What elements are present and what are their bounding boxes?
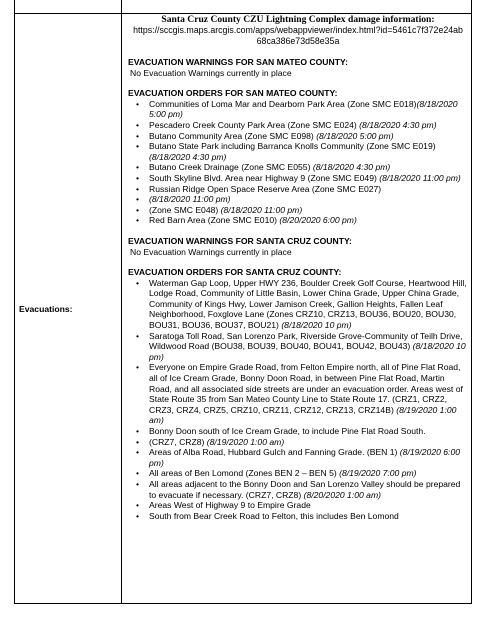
list-item-text: Butano Creek Drainage (Zone SMC E055) bbox=[149, 162, 313, 173]
list-item bbox=[128, 362, 468, 426]
list-item bbox=[128, 511, 468, 522]
list-item-text: Butano State Park including Barranca Knolls Community (Zone SMC E019) bbox=[149, 141, 436, 152]
list-item-text: Everyone on Empire Grade Road, from Felton Empire north, all of Pine Flat Road, all of Ice Cream Grade, Bonny Doon Road, in between Pine Flat Road, Martin Road, and all associated side streets are under an evacuation order. Areas west of State Route 35 from San Mateo County Line to State Route 17. (CRZ1, CRZ2, CRZ3, CRZ4, CRZ5, CRZ10, CRZ11, CRZ12, CRZ13, CRZ14B) bbox=[149, 362, 463, 415]
list-item-date: (8/18/2020 11:00 pm) bbox=[379, 172, 461, 183]
list-item bbox=[128, 426, 468, 437]
sections bbox=[128, 57, 468, 521]
list-item-date: (8/18/2020 11:00 pm) bbox=[149, 194, 231, 205]
list-item-date: (8/19/2020 1:00 am) bbox=[149, 404, 457, 426]
list-item-date: (8/18/2020 11:00 pm) bbox=[220, 204, 303, 215]
list-item-date: (8/18/2020 5:00 pm) bbox=[149, 98, 458, 120]
section-heading: EVACUATION ORDERS FOR SAN MATEO COUNTY: bbox=[128, 88, 338, 99]
list-item-date: (8/18/2020 10 pm) bbox=[281, 320, 352, 331]
list-item-date: (8/18/2020 4:30 pm) bbox=[312, 162, 391, 173]
list-item-text: (Zone SMC E048) bbox=[149, 204, 221, 215]
list-item bbox=[128, 162, 468, 173]
list-item-text: Areas West of Highway 9 to Empire Grade bbox=[149, 500, 311, 511]
list-item-text: All areas of Ben Lomond (Zones BEN 2 – BEN 5) bbox=[149, 468, 340, 479]
list-item-text: South from Bear Creek Road to Felton, this includes Ben Lomond bbox=[149, 510, 399, 521]
list-item bbox=[128, 141, 468, 162]
list-item-date: (8/19/2020 1:00 am) bbox=[206, 436, 285, 447]
page-title: Santa Cruz County CZU Lightning Complex damage information: bbox=[161, 14, 435, 25]
list-item-text: Butano Community Area (Zone SMC E098) bbox=[149, 130, 317, 141]
list-item bbox=[128, 184, 468, 195]
list-item-date: (8/19/2020 6:00 pm) bbox=[149, 447, 461, 468]
list-item bbox=[128, 99, 468, 120]
list-item bbox=[128, 194, 468, 205]
list-item-text: Pescadero Creek County Park Area (Zone SMC E024) bbox=[149, 119, 360, 130]
list-item bbox=[128, 500, 468, 511]
list-item-date: (8/18/2020 5:00 pm) bbox=[316, 130, 394, 141]
list-item bbox=[128, 479, 468, 500]
list-item bbox=[128, 205, 468, 216]
table-column-divider bbox=[121, 0, 122, 604]
section-heading: EVACUATION WARNINGS FOR SAN MATEO COUNTY: bbox=[128, 57, 348, 67]
list-item bbox=[128, 331, 468, 363]
list-item-date: (8/18/2020 4:30 pm) bbox=[149, 151, 227, 162]
list-item bbox=[128, 215, 468, 226]
list-item-text: Russian Ridge Open Space Reserve Area (Zone SMC E027) bbox=[149, 183, 382, 194]
damage-info-link[interactable]: https://sccgis.maps.arcgis.com/apps/webappviewer/index.html?id=5461c7f372e24ab 68ca386e73d58e35a bbox=[133, 25, 463, 46]
list-item-text: Saratoga Toll Road, San Lorenzo Park, Riverside Grove-Community of Teilh Drive, Wildwood Road (BOU38, BOU39, BOU40, BOU41, BOU42, BOU43) bbox=[149, 330, 463, 352]
list-item-text: Communities of Loma Mar and Dearborn Park Area (Zone SMC E018) bbox=[149, 98, 417, 109]
table-border-bottom bbox=[14, 603, 472, 604]
list-item-text: Areas of Alba Road, Hubbard Gulch and Fanning Grade. (BEN 1) bbox=[149, 447, 400, 458]
list-item-date: (8/19/2020 7:00 pm) bbox=[339, 468, 417, 479]
list-item-date: (8/20/2020 6:00 pm) bbox=[279, 215, 357, 226]
evacuation-list bbox=[128, 278, 468, 522]
list-item-text: All areas adjacent to the Bonny Doon and San Lorenzo Valley should be prepared to evacuate if necessary. (CRZ7, CRZ8) bbox=[149, 478, 461, 500]
list-item-text: South Skyline Blvd. Area near Highway 9 (Zone SMC E049) bbox=[149, 172, 380, 183]
row-label: Evacuations: bbox=[19, 304, 73, 314]
list-item-text: Bonny Doon south of Ice Cream Grade, to include Pine Flat Road South. bbox=[149, 426, 426, 436]
evacuation-list bbox=[128, 99, 468, 226]
list-item bbox=[128, 131, 468, 142]
list-item bbox=[128, 468, 468, 479]
table-border-left bbox=[14, 0, 15, 604]
list-item bbox=[128, 447, 468, 468]
list-item-date: (8/18/2020 4:30 pm) bbox=[359, 119, 437, 130]
table-border-right bbox=[471, 0, 472, 604]
section-heading: EVACUATION ORDERS FOR SANTA CRUZ COUNTY: bbox=[128, 267, 342, 278]
list-item bbox=[128, 278, 468, 331]
section-note: No Evacuation Warnings currently in place bbox=[130, 246, 292, 257]
section-note: No Evacuation Warnings currently in place bbox=[130, 67, 292, 78]
list-item-date: (8/20/2020 1:00 am) bbox=[303, 489, 381, 500]
list-item-text: Red Barn Area (Zone SMC E010) bbox=[149, 215, 280, 226]
list-item bbox=[128, 173, 468, 184]
evacuation-content bbox=[128, 14, 468, 521]
list-item bbox=[128, 437, 468, 448]
list-item-text: Waterman Gap Loop, Upper HWY 236, Boulder Creek Golf Course, Heartwood Hill, Lodge Road, Community of Little Basin, Lower China Grade, Upper China Grade, Community of Kings Hwy, Lower Jamison Creek, Gallion Heights, Fallen Leaf Neighborhood, Foxglove Lane (Zones CRZ10, CRZ13, BOU36, BOU20, BOU30, BOU31, BOU36, BOU37, BOU21) bbox=[149, 277, 467, 331]
section-heading: EVACUATION WARNINGS FOR SANTA CRUZ COUNTY: bbox=[128, 235, 352, 246]
list-item-date: (8/18/2020 10 pm) bbox=[149, 341, 466, 362]
list-item bbox=[128, 120, 468, 131]
list-item-text: (CRZ7, CRZ8) bbox=[149, 436, 207, 447]
